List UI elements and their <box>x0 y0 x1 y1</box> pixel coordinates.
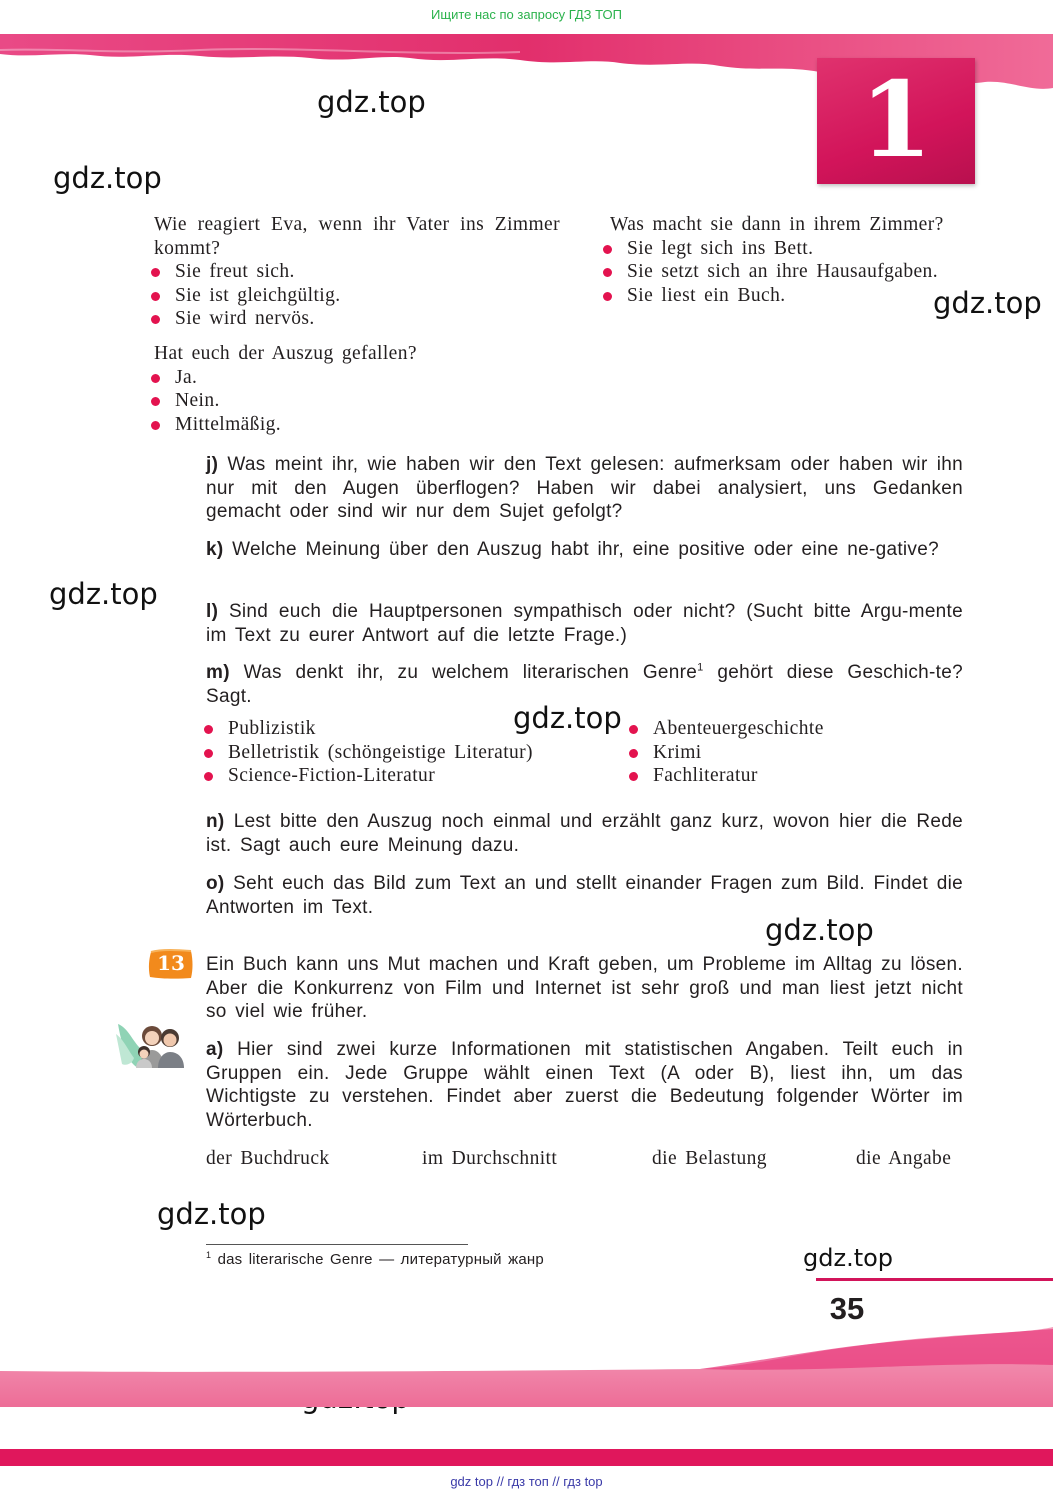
genre-list-left <box>204 717 604 788</box>
task-text: Was meint ihr, wie haben wir den Text gelesen: aufmerksam oder haben wir ihn nur mit den Augen überflogen? Haben wir dabei analysiert, uns Gedanken gemacht oder sind wir nur dem Sujet gefolgt? <box>206 454 963 522</box>
watermark: gdz.top <box>513 701 622 735</box>
task-label: o) <box>206 873 225 894</box>
exercise-13-intro: Ein Buch kann uns Mut machen und Kraft geben, um Probleme im Alltag zu lösen. Aber die Konkurrenz von Film und Internet ist sehr groß und man liest jetzt nicht so viel wie früher. <box>206 954 963 1022</box>
task-text: gehört diese Geschich-te? Sagt. <box>206 662 963 707</box>
task-text: Welche Meinung über den Auszug habt ihr, eine positive oder eine ne-gative? <box>232 539 939 560</box>
task-m <box>206 661 963 708</box>
task-label: l) <box>206 601 219 622</box>
survey-question-1 <box>154 213 560 331</box>
vocabulary-word: im Durchschnitt <box>422 1148 558 1169</box>
vocabulary-word: der Buchdruck <box>206 1148 330 1169</box>
task-text: Lest bitte den Auszug noch einmal und erzählt ganz kurz, wovon hier die Rede ist. Sagt auch eure Meinung dazu. <box>206 811 963 856</box>
exercise-number: 13 <box>157 951 185 975</box>
vocabulary-word: die Angabe <box>856 1148 952 1169</box>
group-work-icon <box>114 1018 196 1070</box>
answer-list <box>603 237 970 308</box>
task-label: m) <box>206 662 230 683</box>
genre-option: Abenteuergeschichte <box>629 717 959 741</box>
answer-option: Sie liest ein Buch. <box>603 284 970 308</box>
footnote-divider <box>206 1244 468 1245</box>
answer-option: Sie legt sich ins Bett. <box>603 237 970 261</box>
page-number: 35 <box>829 1291 865 1326</box>
top-promo-text: Ищите нас по запросу ГДЗ ТОП <box>431 7 622 22</box>
genre-option: Krimi <box>629 741 959 765</box>
task-j <box>206 453 963 524</box>
exercise-number-badge <box>148 948 194 980</box>
watermark: gdz.top <box>53 161 162 195</box>
chapter-number-box <box>817 58 975 184</box>
task-l <box>206 600 963 647</box>
watermark: gdz.top <box>765 913 874 947</box>
task-text: Sind euch die Hauptpersonen sympathisch oder nicht? (Sucht bitte Argu-mente im Text zu eurer Antwort auf die letzte Frage.) <box>206 601 963 646</box>
question-text: Was macht sie dann in ihrem Zimmer? <box>610 214 944 235</box>
task-text: Hier sind zwei kurze Informationen mit statistischen Angaben. Teilt euch in Gruppen ein. Jede Gruppe wählt einen Text (A oder B), liest ihn, um das Wichtigste zu verstehen. Findet aber zuerst die Bedeutung folgender Wörter im Wörterbuch. <box>206 1039 963 1131</box>
answer-option: Sie wird nervös. <box>151 307 560 331</box>
footnote-mark: 1 <box>206 1250 212 1260</box>
answer-option: Nein. <box>151 389 560 413</box>
genre-option: Belletristik (schöngeistige Literatur) <box>204 741 604 765</box>
genre-list <box>204 717 604 788</box>
watermark: gdz.top <box>317 85 426 119</box>
survey-question-3 <box>154 342 560 436</box>
answer-option: Mittelmäßig. <box>151 413 560 437</box>
vocabulary-word: die Belastung <box>652 1148 767 1169</box>
task-n <box>206 810 963 857</box>
task-label: n) <box>206 811 225 832</box>
question-text: Wie reagiert Eva, wenn ihr Vater ins Zimmer kommt? <box>154 214 560 259</box>
task-k <box>206 538 963 562</box>
answer-option: Sie freut sich. <box>151 260 560 284</box>
genre-option: Publizistik <box>204 717 604 741</box>
footnote <box>206 1250 544 1268</box>
task-a <box>206 1038 963 1132</box>
answer-list <box>151 366 560 437</box>
footnote-text: das literarische Genre — литературный жанр <box>217 1251 544 1268</box>
footer-links[interactable]: gdz top // гдз топ // гдз top <box>450 1474 603 1489</box>
footnote-reference: 1 <box>697 661 704 674</box>
footer-decor-band <box>0 1325 1053 1425</box>
task-label: j) <box>206 454 219 475</box>
footer-strip <box>0 1449 1053 1466</box>
answer-list <box>151 260 560 331</box>
answer-option: Sie ist gleichgültig. <box>151 284 560 308</box>
question-text: Hat euch der Auszug gefallen? <box>154 343 417 364</box>
task-text: Seht euch das Bild zum Text an und stellt einander Fragen zum Bild. Findet die Antworten im Text. <box>206 873 963 918</box>
genre-option: Science-Fiction-Literatur <box>204 764 604 788</box>
survey-question-2 <box>610 213 970 307</box>
watermark: gdz.top <box>49 577 158 611</box>
chapter-number: 1 <box>859 58 933 181</box>
genre-option: Fachliteratur <box>629 764 959 788</box>
watermark: gdz.top <box>933 286 1042 320</box>
watermark: gdz.top <box>803 1244 894 1272</box>
answer-option: Sie setzt sich an ihre Hausaufgaben. <box>603 260 970 284</box>
watermark: gdz.top <box>157 1197 266 1231</box>
genre-list <box>629 717 959 788</box>
task-label: k) <box>206 539 224 560</box>
genre-list-right <box>629 717 959 788</box>
task-label: a) <box>206 1039 224 1060</box>
task-o <box>206 872 963 919</box>
answer-option: Ja. <box>151 366 560 390</box>
vocabulary-words-row <box>206 1147 966 1171</box>
page-number-rule <box>816 1278 1053 1281</box>
task-text: Was denkt ihr, zu welchem literarischen Genre <box>243 662 698 683</box>
